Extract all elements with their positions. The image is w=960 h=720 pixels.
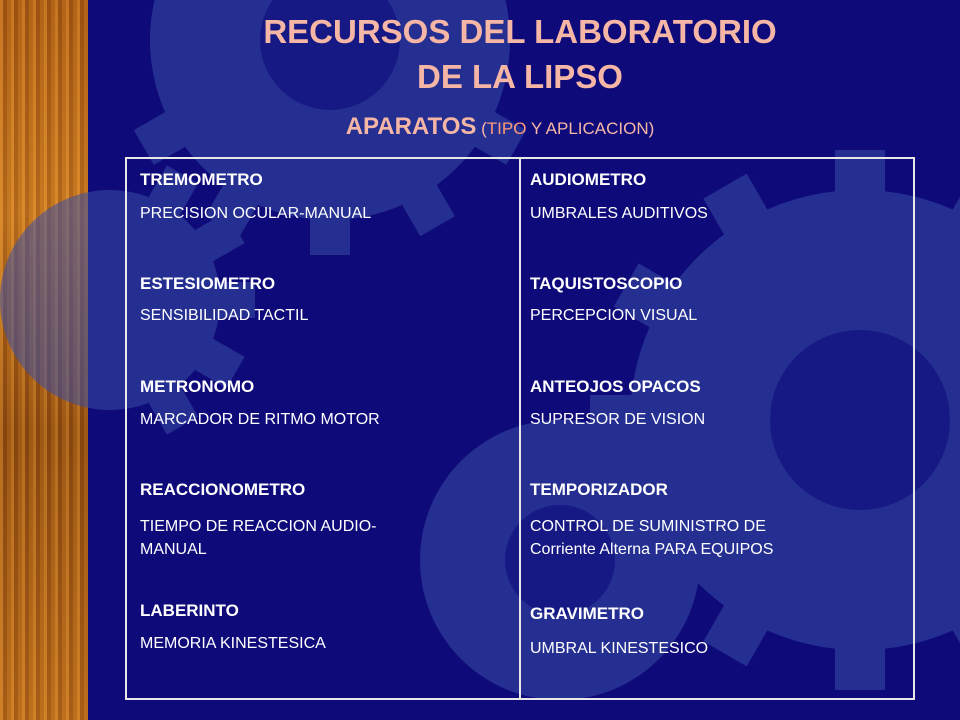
item-title-metronomo: METRONOMO (140, 377, 255, 396)
item-title-tremometro: TREMOMETRO (140, 170, 263, 189)
subtitle-rest: Y APLICACION) (526, 119, 655, 138)
item-desc-taquistoscopio: PERCEPCION VISUAL (530, 307, 698, 324)
item-desc-gravimetro: UMBRAL KINESTESICO (530, 640, 709, 657)
item-desc-laberinto: MEMORIA KINESTESICA (140, 635, 326, 652)
subtitle-open: ( (476, 119, 487, 138)
item-desc-reaccionometro-line1: TIEMPO DE REACCION AUDIO- (140, 518, 377, 535)
item-title-temporizador: TEMPORIZADOR (530, 480, 668, 499)
item-desc-temporizador-line1: CONTROL DE SUMINISTRO DE (530, 518, 766, 535)
item-desc-audiometro: UMBRALES AUDITIVOS (530, 205, 708, 222)
item-desc-reaccionometro-line2: MANUAL (140, 541, 207, 558)
subtitle-tipo: TIPO (486, 119, 527, 138)
slide-title-line1: RECURSOS DEL LABORATORIO (263, 13, 777, 50)
item-title-reaccionometro: REACCIONOMETRO (140, 480, 306, 499)
item-desc-metronomo: MARCADOR DE RITMO MOTOR (140, 411, 380, 428)
item-desc-estesiometro: SENSIBILIDAD TACTIL (140, 307, 309, 324)
item-title-taquistoscopio: TAQUISTOSCOPIO (530, 274, 683, 293)
slide-subtitle (0, 113, 960, 141)
item-title-anteojos-opacos: ANTEOJOS OPACOS (530, 377, 701, 396)
item-desc-temporizador-line2: Corriente Alterna PARA EQUIPOS (530, 541, 774, 558)
item-desc-tremometro: PRECISION OCULAR-MANUAL (140, 205, 372, 222)
item-desc-anteojos-opacos: SUPRESOR DE VISION (530, 411, 706, 428)
column-divider (519, 157, 521, 700)
item-title-gravimetro: GRAVIMETRO (530, 604, 644, 623)
slide-title-line2: DE LA LIPSO (417, 58, 623, 95)
item-title-estesiometro: ESTESIOMETRO (140, 274, 276, 293)
subtitle-main: APARATOS (345, 113, 477, 140)
item-title-laberinto: LABERINTO (140, 601, 239, 620)
item-title-audiometro: AUDIOMETRO (530, 170, 647, 189)
